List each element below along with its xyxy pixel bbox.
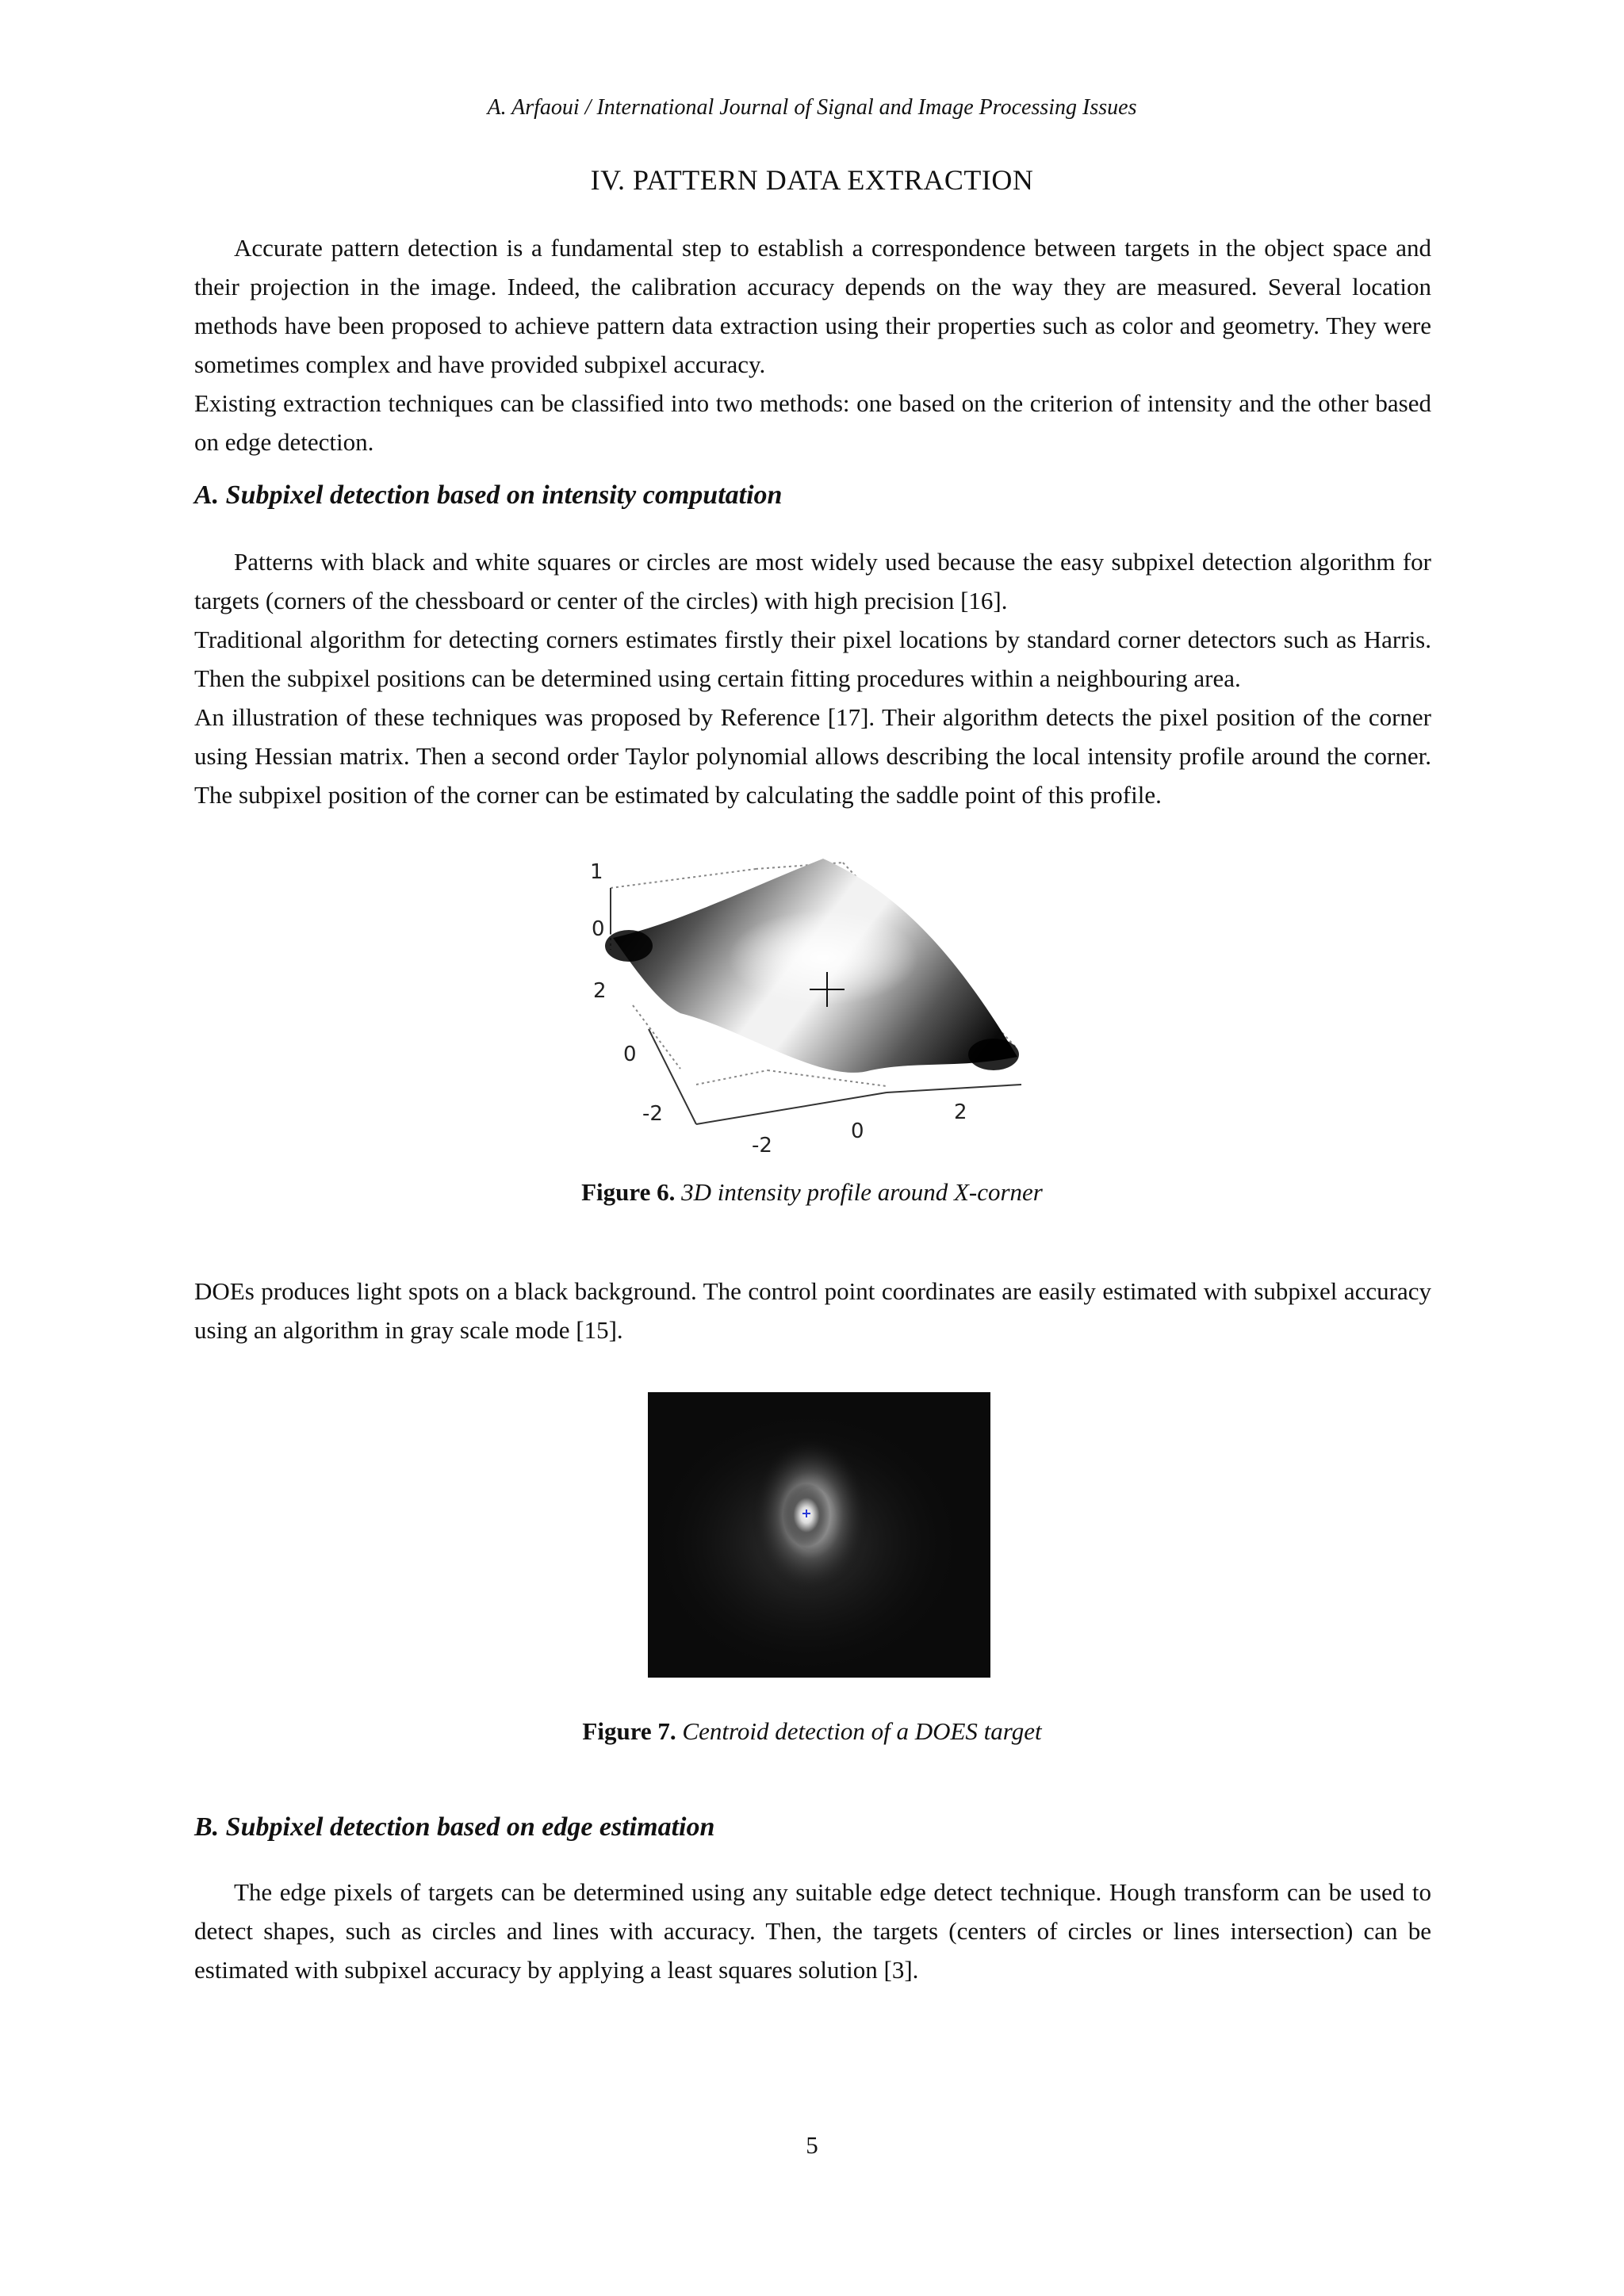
- x-tick-neg2: -2: [752, 1134, 772, 1156]
- subsection-a-paragraph-1: Patterns with black and white squares or circles are most widely used because the easy subpixel detection algorithm for targets (corners of the chessboard or center of the circles) with high precision [16].: [194, 548, 1431, 614]
- y-tick-0: 0: [623, 1043, 637, 1066]
- subsection-a-heading: A. Subpixel detection based on intensity computation: [194, 480, 783, 510]
- figure-6-image: [585, 847, 1037, 1156]
- figure-6-caption: [0, 1178, 1624, 1207]
- figure-7-image: [648, 1392, 990, 1678]
- subsection-b-heading: B. Subpixel detection based on edge estimation: [194, 1812, 715, 1842]
- z-tick-0: 0: [592, 917, 605, 941]
- x-tick-0: 0: [851, 1119, 864, 1143]
- x-tick-2: 2: [954, 1100, 967, 1124]
- subsection-a-paragraph-2: Traditional algorithm for detecting corners estimates firstly their pixel locations by standard corner detectors such as Harris. Then the subpixel positions can be determined using certain fitting procedures within a neighbouring area.: [194, 626, 1431, 692]
- y-tick-neg2: -2: [642, 1102, 663, 1126]
- figure-6-caption-text: 3D intensity profile around X-corner: [681, 1178, 1043, 1206]
- dark-corner-right: [968, 1039, 1019, 1070]
- y-tick-2: 2: [593, 979, 607, 1003]
- dark-corner-left: [605, 930, 653, 962]
- figure-7-caption-text: Centroid detection of a DOES target: [682, 1717, 1042, 1745]
- subsection-b-paragraph-1: The edge pixels of targets can be determined using any suitable edge detect technique. Hough transform can be used to detect shapes, such as circles and lines with accuracy. Then, the targets (centers of circles or lines intersection) can be estimated with subpixel accuracy by applying a least squares solution [3].: [194, 1878, 1431, 1984]
- running-head: A. Arfaoui / International Journal of Signal and Image Processing Issues: [487, 95, 1137, 120]
- surface-highlight: [728, 910, 918, 1005]
- figure-7-caption: [0, 1717, 1624, 1746]
- subsection-a-paragraph-3: An illustration of these techniques was proposed by Reference [17]. Their algorithm detects the pixel position of the corner using Hessian matrix. Then a second order Taylor polynomial allows describing the local intensity profile around the corner. The subpixel position of the corner can be estimated by calculating the saddle point of this profile.: [194, 703, 1431, 809]
- intro-paragraph-2: Existing extraction techniques can be classified into two methods: one based on the criterion of intensity and the other based on edge detection.: [194, 389, 1431, 456]
- page-number: 5: [806, 2131, 818, 2159]
- z-tick-1: 1: [590, 860, 603, 884]
- figure-7-label: Figure 7.: [582, 1717, 676, 1745]
- section-title: IV. PATTERN DATA EXTRACTION: [590, 164, 1034, 196]
- figure-6-label: Figure 6.: [581, 1178, 676, 1206]
- doe-paragraph: DOEs produces light spots on a black background. The control point coordinates are easily estimated with subpixel accuracy using an algorithm in gray scale mode [15].: [194, 1277, 1431, 1344]
- doe-spot-image: [648, 1392, 990, 1678]
- intro-paragraph-1: Accurate pattern detection is a fundamental step to establish a correspondence between targets in the object space and their projection in the image. Indeed, the calibration accuracy depends on the way they are measured. Several location methods have been proposed to achieve pattern data extraction using their properties such as color and geometry. They were sometimes complex and have provided subpixel accuracy.: [194, 234, 1431, 378]
- intensity-surface-plot: [585, 847, 1037, 1156]
